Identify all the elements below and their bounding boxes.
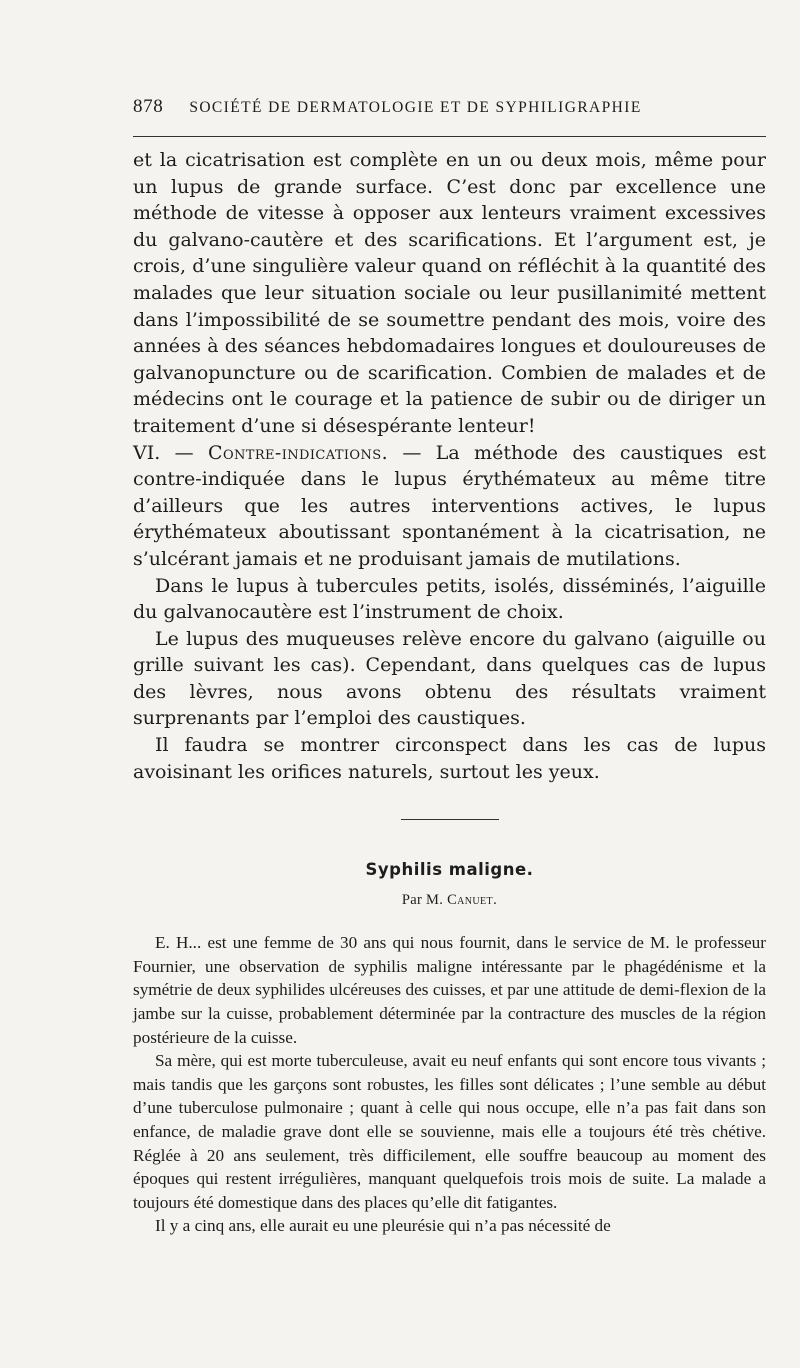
lupus-section: [133, 147, 766, 785]
page-number: 878: [133, 96, 164, 117]
syphilis-section: [133, 931, 766, 1238]
article-title: Syphilis maligne.: [365, 860, 534, 880]
paragraph: Sa mère, qui est morte tuberculeuse, avait eu neuf enfants qui sont encore tous vivants ; mais tandis que les garçons sont robustes, les filles sont délicates ; l’une semble au début d’une tuberculose pulmonaire ; quant à celle qui nous occupe, elle n’a pas fait dans son enfance, de maladie grave dont elle se souvienne, mais elle a toujours été très chétive. Réglée à 20 ans seulement, très difficilement, elle souffre beaucoup au moment des époques qui restent irrégulières, manquant quelquefois trois mois de suite. La malade a toujours été domestique dans des places qu’elle dit fatigantes.: [133, 1051, 766, 1212]
paragraph-contre-indications: [133, 440, 766, 573]
page-header: [133, 96, 766, 124]
paragraph: E. H... est une femme de 30 ans qui nous fournit, dans le service de M. le professeur Fournier, une observation de syphilis maligne intéressante par le phagédénisme et la symétrie de deux syphilides ulcéreuses des cuisses, et par une attitude de demi-flexion de la jambe sur la cuisse, probablement déterminée par la contracture des muscles de la région postérieure de la cuisse.: [133, 933, 766, 1047]
section-divider: [401, 819, 499, 820]
byline-prefix: Par M.: [401, 892, 448, 909]
paragraph: Dans le lupus à tubercules petits, isolés, disséminés, l’aiguille du galvanocautère est l’instrument de choix.: [133, 574, 766, 624]
paragraph: Le lupus des muqueuses relève encore du galvano (aiguille ou grille suivant les cas). Cependant, dans quelques cas de lupus des lèvres, nous avons obtenu des résultats vraiment surprenants par l’emploi des caustiques.: [133, 627, 766, 730]
article-byline: [133, 892, 766, 909]
section-number: VI. —: [133, 441, 208, 464]
paragraph: Il faudra se montrer circonspect dans les cas de lupus avoisinant les orifices naturels, surtout les yeux.: [133, 734, 766, 783]
book-page: [133, 96, 766, 1238]
paragraph: et la cicatrisation est complète en un ou deux mois, même pour un lupus de grande surface. C’est donc par excellence une méthode de vitesse à opposer aux lenteurs vraiment excessives du galvano-cautère et des scarifications. Et l’argument est, je crois, d’une singulière valeur quand on réfléchit à la quantité des malades que leur situation sociale ou leur pusillanimité mettent dans l’impossibilité de se soumettre pendant des mois, voire des années à des séances hebdomadaires longues et douloureuses de galvanopuncture ou de scarification. Combien de malades et de médecins ont le courage et la patience de subir ou de diriger un traitement d’une si désespérante lenteur!: [133, 149, 766, 437]
running-title: SOCIÉTÉ DE DERMATOLOGIE ET DE SYPHILIGRAPHIE: [189, 99, 642, 116]
header-rule: [133, 136, 766, 137]
byline-author: Canuet.: [447, 892, 498, 909]
paragraph-text: — La méthode des caustiques est contre-indiquée dans le lupus érythémateux au même titre d’ailleurs que les autres interventions actives, le lupus érythémateux aboutissant spontanément à la cicatrisation, ne s’ulcérant jamais et ne produisant jamais de mutilations.: [133, 441, 766, 570]
section-heading: Contre-indications.: [208, 441, 389, 464]
paragraph: Il y a cinq ans, elle aurait eu une pleurésie qui n’a pas nécessité de: [155, 1216, 611, 1236]
